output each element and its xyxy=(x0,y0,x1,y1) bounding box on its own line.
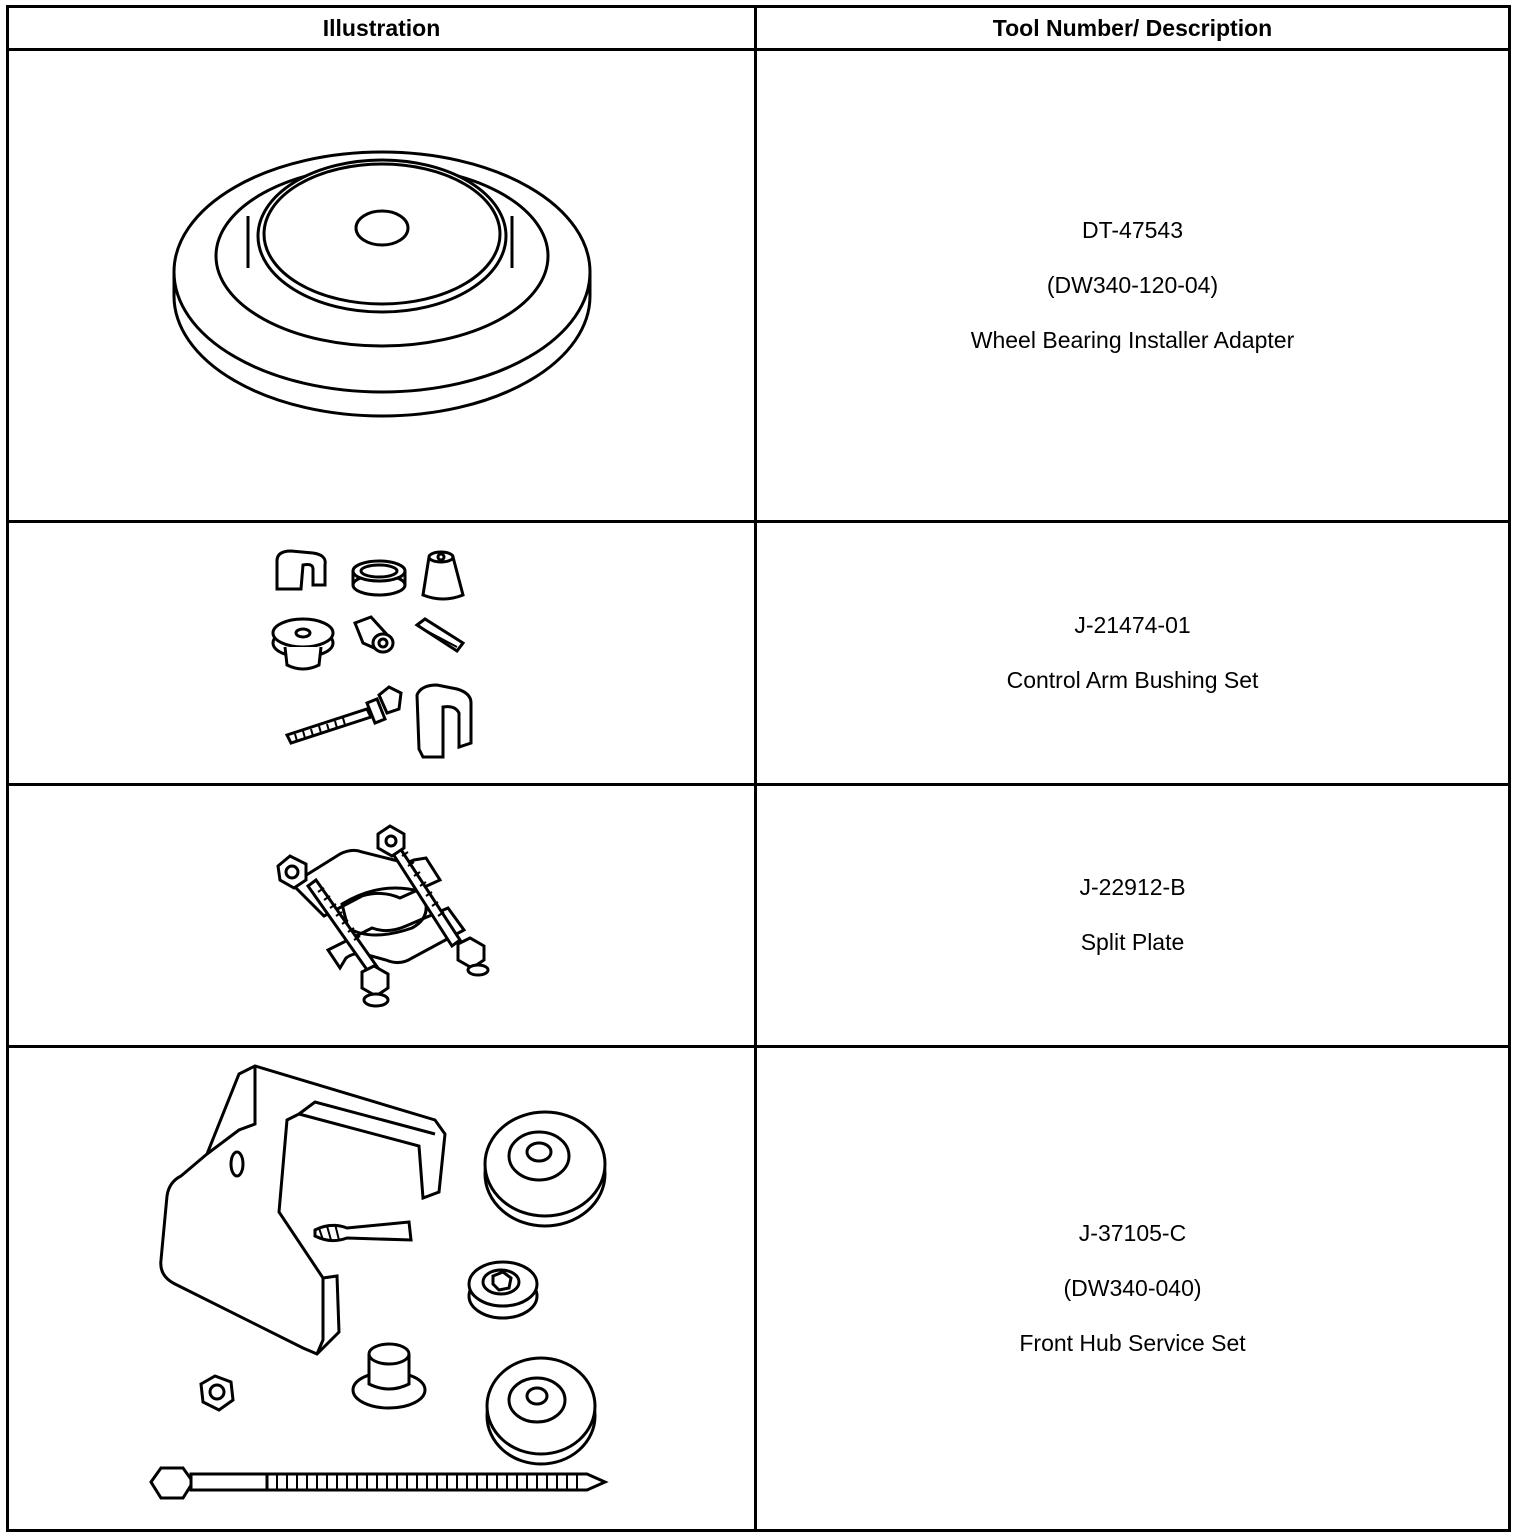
tool-description: Split Plate xyxy=(1080,929,1185,956)
illustration-cell xyxy=(8,50,756,522)
tool-number: J-22912-B xyxy=(1079,874,1186,901)
table-row xyxy=(8,522,1510,785)
table-header-row xyxy=(8,7,1510,50)
tool-description: Control Arm Bushing Set xyxy=(1006,666,1259,693)
description-cell xyxy=(756,50,1510,522)
alt-tool-number: (DW340-040) xyxy=(1063,1275,1202,1302)
illustration-cell xyxy=(8,522,756,785)
special-tools-table xyxy=(6,5,1511,1532)
description-cell xyxy=(756,1047,1510,1531)
front-hub-service-set-drawing xyxy=(147,1064,617,1514)
tool-description: Wheel Bearing Installer Adapter xyxy=(970,327,1295,354)
tool-number: J-21474-01 xyxy=(1074,611,1191,638)
tool-number: J-37105-C xyxy=(1078,1220,1187,1247)
table-row xyxy=(8,50,1510,522)
control-arm-bushing-set-drawing xyxy=(267,543,497,763)
description-cell xyxy=(756,522,1510,785)
description-cell xyxy=(756,784,1510,1047)
illustration-cell xyxy=(8,1047,756,1531)
header-tool-number-description: Tool Number/ Description xyxy=(756,7,1510,50)
tool-description: Front Hub Service Set xyxy=(1019,1330,1246,1357)
illustration-cell xyxy=(8,784,756,1047)
alt-tool-number: (DW340-120-04) xyxy=(1046,272,1219,299)
wheel-bearing-installer-adapter-drawing xyxy=(162,136,602,436)
table-row xyxy=(8,784,1510,1047)
table-row xyxy=(8,1047,1510,1531)
tool-number: DT-47543 xyxy=(1081,217,1183,244)
header-illustration: Illustration xyxy=(8,7,756,50)
split-plate-drawing xyxy=(262,820,502,1010)
